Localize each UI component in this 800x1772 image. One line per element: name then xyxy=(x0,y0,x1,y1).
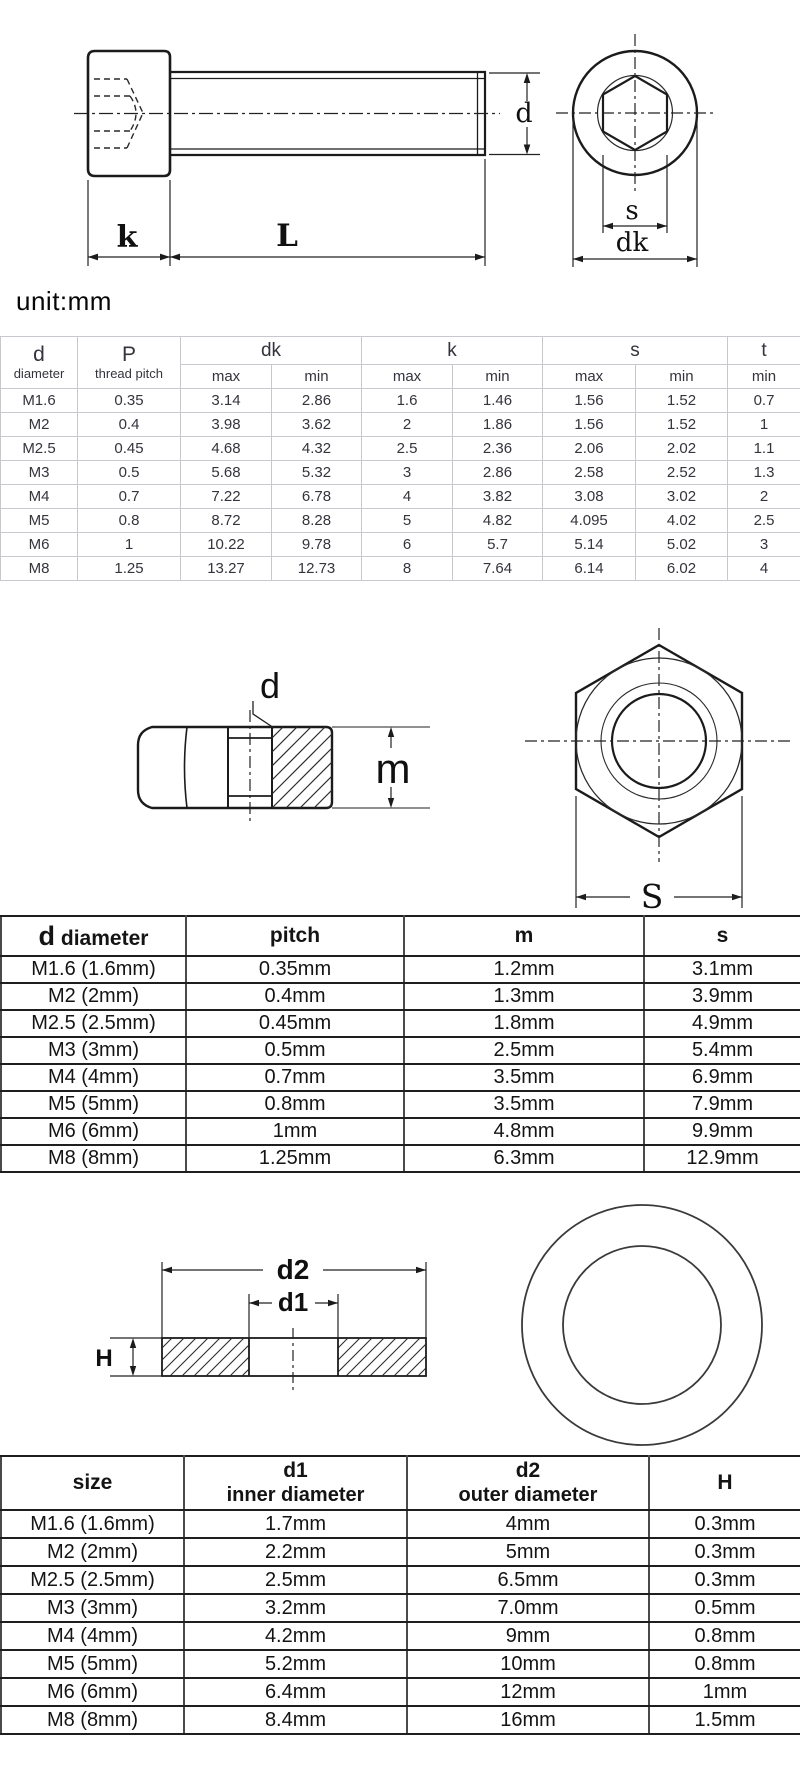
unit-label: unit:mm xyxy=(16,286,112,316)
cell: 0.45 xyxy=(78,437,181,461)
cell: 8.28 xyxy=(272,509,362,533)
subheader-max: max xyxy=(543,365,636,389)
cell: 9mm xyxy=(407,1622,649,1650)
cell: 0.7 xyxy=(78,485,181,509)
column-header-t: t xyxy=(728,337,800,365)
column-header-p: P thread pitch xyxy=(78,337,181,389)
cell: 1.6 xyxy=(362,389,453,413)
cell: 3.82 xyxy=(453,485,543,509)
cell: 3.14 xyxy=(181,389,272,413)
dim-label-d: d xyxy=(515,98,533,129)
cell: 8.72 xyxy=(181,509,272,533)
table-header-row xyxy=(1,337,800,365)
cell: 6.78 xyxy=(272,485,362,509)
dim-label-m: m xyxy=(375,745,411,792)
size-cell: M2 (2mm) xyxy=(1,1538,184,1566)
cell: 0.45mm xyxy=(186,1010,404,1037)
table-header-row xyxy=(1,1456,800,1510)
screw-dim-arrows xyxy=(88,73,533,260)
subheader-max: max xyxy=(181,365,272,389)
column-header-s: s xyxy=(543,337,728,365)
table-row xyxy=(1,1594,800,1622)
table-row xyxy=(1,1706,800,1734)
cell: 1.46 xyxy=(453,389,543,413)
cell: 6.5mm xyxy=(407,1566,649,1594)
subheader-min: min xyxy=(453,365,543,389)
size-cell: M6 (6mm) xyxy=(1,1118,186,1145)
table-row xyxy=(1,1678,800,1706)
cell: 6.14 xyxy=(543,557,636,581)
size-cell: M4 (4mm) xyxy=(1,1064,186,1091)
column-header-h: H xyxy=(649,1456,800,1510)
cell: 10.22 xyxy=(181,533,272,557)
cell: 8 xyxy=(362,557,453,581)
table-row xyxy=(1,461,800,485)
cell: 10mm xyxy=(407,1650,649,1678)
nut-spec-table xyxy=(0,915,800,1173)
cell: 5.02 xyxy=(636,533,728,557)
cell: 3.98 xyxy=(181,413,272,437)
cell: 1.86 xyxy=(453,413,543,437)
column-header-s: s xyxy=(644,916,800,956)
size-cell: M1.6 (1.6mm) xyxy=(1,1510,184,1538)
cell: 1.3 xyxy=(728,461,800,485)
table-row xyxy=(1,389,800,413)
cell: 2.02 xyxy=(636,437,728,461)
size-cell: M1.6 (1.6mm) xyxy=(1,956,186,983)
cell: 0.8 xyxy=(78,509,181,533)
cell: 2.5mm xyxy=(404,1037,644,1064)
cell: 5 xyxy=(362,509,453,533)
cell: 7.22 xyxy=(181,485,272,509)
column-header-size: size xyxy=(1,1456,184,1510)
cell: 12.73 xyxy=(272,557,362,581)
cell: 9.9mm xyxy=(644,1118,800,1145)
cell: 6.9mm xyxy=(644,1064,800,1091)
table-row xyxy=(1,533,800,557)
washer-section-view xyxy=(110,1262,426,1390)
cell: 4.02 xyxy=(636,509,728,533)
cell: 0.4mm xyxy=(186,983,404,1010)
cell: 5.2mm xyxy=(184,1650,407,1678)
cell: 4.9mm xyxy=(644,1010,800,1037)
washer-top-view xyxy=(522,1205,762,1445)
column-header-d1: d1 inner diameter xyxy=(184,1456,407,1510)
table-row xyxy=(1,983,800,1010)
size-cell: M6 xyxy=(1,533,78,557)
cell: 5.4mm xyxy=(644,1037,800,1064)
table-row xyxy=(1,557,800,581)
cell: 5.14 xyxy=(543,533,636,557)
cell: 0.3mm xyxy=(649,1566,800,1594)
cell: 4 xyxy=(362,485,453,509)
cell: 2.58 xyxy=(543,461,636,485)
cell: 2.5 xyxy=(362,437,453,461)
cell: 0.4 xyxy=(78,413,181,437)
size-cell: M2 xyxy=(1,413,78,437)
column-header-pitch: pitch xyxy=(186,916,404,956)
cell: 2 xyxy=(728,485,800,509)
washer-spec-table xyxy=(0,1455,800,1735)
cell: 3.5mm xyxy=(404,1064,644,1091)
cell: 2.86 xyxy=(453,461,543,485)
cell: 5mm xyxy=(407,1538,649,1566)
dim-label-d: d xyxy=(259,665,281,706)
column-header-d-diameter: d diameter xyxy=(1,916,186,956)
cell: 4mm xyxy=(407,1510,649,1538)
cell: 12.9mm xyxy=(644,1145,800,1172)
table-row xyxy=(1,437,800,461)
column-header-dk: dk xyxy=(181,337,362,365)
column-header-m: m xyxy=(404,916,644,956)
screw-dim-labels xyxy=(117,98,649,258)
cell: 3.1mm xyxy=(644,956,800,983)
subheader-min: min xyxy=(272,365,362,389)
table-row xyxy=(1,1538,800,1566)
cell: 6.3mm xyxy=(404,1145,644,1172)
cell: 5.7 xyxy=(453,533,543,557)
cell: 9.78 xyxy=(272,533,362,557)
cell: 4.8mm xyxy=(404,1118,644,1145)
cell: 3 xyxy=(362,461,453,485)
table-row xyxy=(1,509,800,533)
cell: 0.8mm xyxy=(649,1622,800,1650)
dim-label-h: H xyxy=(95,1345,113,1372)
cell: 2.36 xyxy=(453,437,543,461)
table-row xyxy=(1,485,800,509)
cell: 0.5 xyxy=(78,461,181,485)
cell: 3.9mm xyxy=(644,983,800,1010)
table-row xyxy=(1,1037,800,1064)
table-row xyxy=(1,1118,800,1145)
cell: 4.095 xyxy=(543,509,636,533)
size-cell: M8 (8mm) xyxy=(1,1706,184,1734)
washer-technical-drawing xyxy=(0,1190,800,1455)
cell: 0.3mm xyxy=(649,1510,800,1538)
cell: 1.3mm xyxy=(404,983,644,1010)
cell: 3.08 xyxy=(543,485,636,509)
size-cell: M5 (5mm) xyxy=(1,1650,184,1678)
cell: 1.56 xyxy=(543,389,636,413)
screw-dimension-lines xyxy=(88,73,540,266)
table-row xyxy=(1,1622,800,1650)
subheader-min: min xyxy=(728,365,800,389)
cell: 0.3mm xyxy=(649,1538,800,1566)
cell: 4 xyxy=(728,557,800,581)
cell: 1.25mm xyxy=(186,1145,404,1172)
cell: 0.8mm xyxy=(186,1091,404,1118)
size-cell: M3 (3mm) xyxy=(1,1594,184,1622)
cell: 3.5mm xyxy=(404,1091,644,1118)
dim-label-dk: dk xyxy=(615,228,649,258)
table-header-row xyxy=(1,916,800,956)
size-cell: M4 xyxy=(1,485,78,509)
cell: 3 xyxy=(728,533,800,557)
cell: 5.32 xyxy=(272,461,362,485)
cell: 7.9mm xyxy=(644,1091,800,1118)
column-header-d2: d2 outer diameter xyxy=(407,1456,649,1510)
cell: 0.8mm xyxy=(649,1650,800,1678)
nut-top-view xyxy=(525,628,790,908)
screw-technical-drawing xyxy=(0,0,800,272)
subheader-max: max xyxy=(362,365,453,389)
washer-dim-labels xyxy=(95,1254,309,1372)
size-cell: M8 xyxy=(1,557,78,581)
cell: 0.35mm xyxy=(186,956,404,983)
table-row xyxy=(1,1091,800,1118)
screw-spec-table xyxy=(0,336,800,581)
cell: 1.8mm xyxy=(404,1010,644,1037)
size-cell: M5 xyxy=(1,509,78,533)
cell: 2.52 xyxy=(636,461,728,485)
cell: 1.25 xyxy=(78,557,181,581)
cell: 0.5mm xyxy=(186,1037,404,1064)
table-row xyxy=(1,1145,800,1172)
size-cell: M3 (3mm) xyxy=(1,1037,186,1064)
cell: 1.52 xyxy=(636,389,728,413)
cell: 12mm xyxy=(407,1678,649,1706)
cell: 1.7mm xyxy=(184,1510,407,1538)
size-cell: M1.6 xyxy=(1,389,78,413)
size-cell: M8 (8mm) xyxy=(1,1145,186,1172)
cell: 3.62 xyxy=(272,413,362,437)
cell: 1.52 xyxy=(636,413,728,437)
cell: 2.2mm xyxy=(184,1538,407,1566)
cell: 8.4mm xyxy=(184,1706,407,1734)
nut-technical-drawing xyxy=(0,600,800,915)
screw-side-view xyxy=(74,51,500,176)
cell: 3.2mm xyxy=(184,1594,407,1622)
nut-dim-arrows xyxy=(388,727,742,900)
cell: 4.68 xyxy=(181,437,272,461)
cell: 0.7 xyxy=(728,389,800,413)
cell: 0.5mm xyxy=(649,1594,800,1622)
cell: 6.4mm xyxy=(184,1678,407,1706)
table-row xyxy=(1,1510,800,1538)
dim-label-d2: d2 xyxy=(276,1254,310,1285)
size-cell: M3 xyxy=(1,461,78,485)
cell: 4.2mm xyxy=(184,1622,407,1650)
table-row xyxy=(1,956,800,983)
table-row xyxy=(1,1010,800,1037)
cell: 1.2mm xyxy=(404,956,644,983)
cell: 2.5 xyxy=(728,509,800,533)
table-row xyxy=(1,413,800,437)
dim-label-s: S xyxy=(640,877,664,915)
subheader-min: min xyxy=(636,365,728,389)
size-cell: M2.5 (2.5mm) xyxy=(1,1010,186,1037)
cell: 0.7mm xyxy=(186,1064,404,1091)
cell: 7.64 xyxy=(453,557,543,581)
cell: 2.06 xyxy=(543,437,636,461)
column-header-d: d diameter xyxy=(1,337,78,389)
cell: 2.5mm xyxy=(184,1566,407,1594)
cell: 1.56 xyxy=(543,413,636,437)
cell: 1mm xyxy=(649,1678,800,1706)
size-cell: M2.5 xyxy=(1,437,78,461)
cell: 16mm xyxy=(407,1706,649,1734)
cell: 2 xyxy=(362,413,453,437)
cell: 13.27 xyxy=(181,557,272,581)
cell: 1.1 xyxy=(728,437,800,461)
size-cell: M4 (4mm) xyxy=(1,1622,184,1650)
cell: 2.86 xyxy=(272,389,362,413)
size-cell: M5 (5mm) xyxy=(1,1091,186,1118)
cell: 6 xyxy=(362,533,453,557)
cell: 7.0mm xyxy=(407,1594,649,1622)
table-row xyxy=(1,1566,800,1594)
dim-label-s: s xyxy=(625,196,639,226)
cell: 1 xyxy=(728,413,800,437)
cell: 1 xyxy=(78,533,181,557)
cell: 4.82 xyxy=(453,509,543,533)
size-cell: M2 (2mm) xyxy=(1,983,186,1010)
size-cell: M6 (6mm) xyxy=(1,1678,184,1706)
cell: 1mm xyxy=(186,1118,404,1145)
cell: 5.68 xyxy=(181,461,272,485)
dim-label-L: L xyxy=(276,218,298,254)
column-header-k: k xyxy=(362,337,543,365)
cell: 1.5mm xyxy=(649,1706,800,1734)
dim-label-k: k xyxy=(116,220,138,255)
size-cell: M2.5 (2.5mm) xyxy=(1,1566,184,1594)
cell: 6.02 xyxy=(636,557,728,581)
cell: 4.32 xyxy=(272,437,362,461)
table-row xyxy=(1,1064,800,1091)
nut-dim-labels xyxy=(260,665,663,915)
cell: 0.35 xyxy=(78,389,181,413)
dim-label-d1: d1 xyxy=(277,1287,309,1317)
cell: 3.02 xyxy=(636,485,728,509)
table-row xyxy=(1,1650,800,1678)
